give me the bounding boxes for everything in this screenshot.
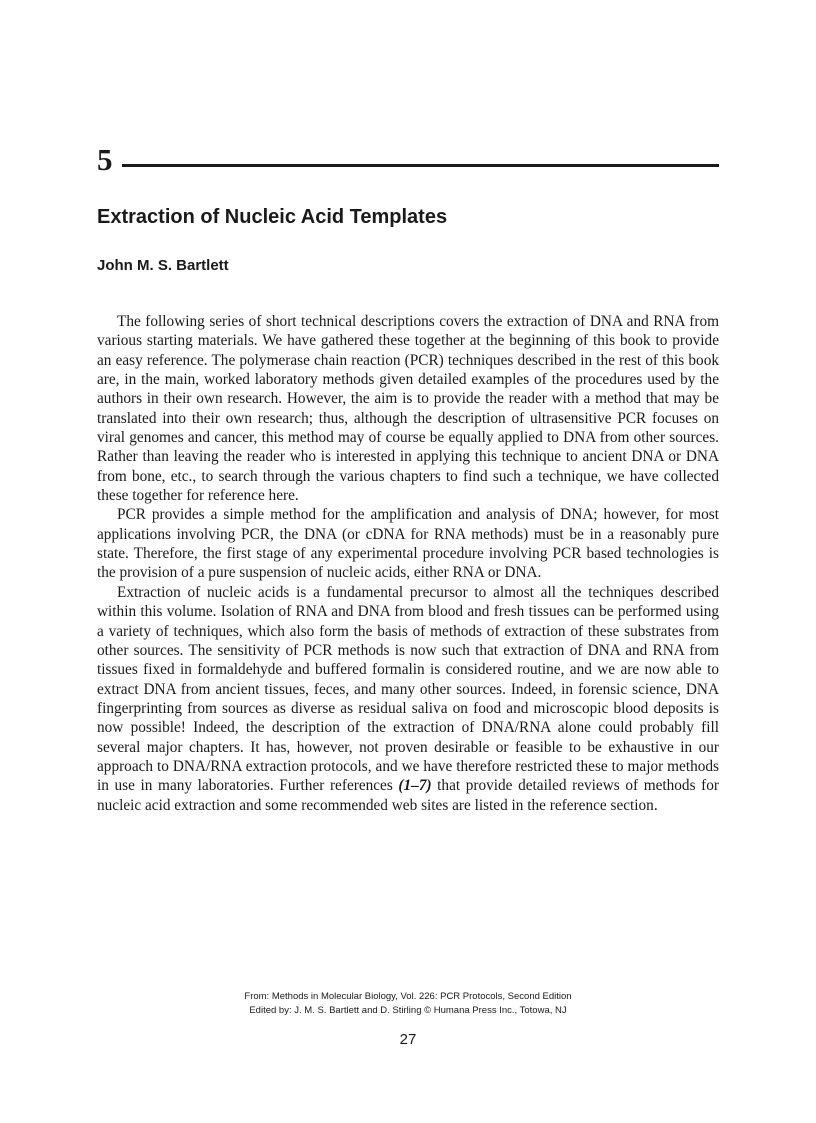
chapter-title: Extraction of Nucleic Acid Templates [97, 206, 448, 228]
paragraph-2: PCR provides a simple method for the amplification and analysis of DNA; however, for most applications involving PCR, the DNA (or cDNA for RNA methods) must be in a reasonably pure state. Therefore, the first stage of any experimental procedure involving PCR based technologies is the provision of a pure suspension of nucleic acids, either RNA or DNA. [97, 506, 719, 582]
reference-citation: (1–7) [398, 777, 432, 795]
paragraph-3-text-b: that provide detailed reviews of methods for nucleic acid extraction and some recommended web sites are listed in the reference section. [97, 777, 719, 814]
footer-note [97, 990, 719, 1018]
paragraph-3 [97, 583, 719, 815]
author-name: John M. S. Bartlett [97, 257, 229, 274]
paragraph-3-text-a: Extraction of nucleic acids is a fundamental precursor to almost all the techniques described within this volume. Isolation of RNA and DNA from blood and fresh tissues can be performed using a variety of techniques, which also form the basis of methods of extraction of these substrates from other sources. The sensitivity of PCR methods is now such that extraction of DNA and RNA from tissues fixed in formaldehyde and buffered formalin is considered routine, and we are now able to extract DNA from ancient tissues, feces, and many other sources. Indeed, in forensic science, DNA fingerprinting from sources as diverse as residual saliva on food and microscopic blood deposits is now possible! Indeed, the description of the extraction of DNA/RNA alone could probably fill several major chapters. It has, however, not proven desirable or feasible to be exhaustive in our approach to DNA/RNA extraction protocols, and we have therefore restricted these to major methods in use in many laboratories. Further references [97, 583, 719, 795]
body-text [97, 312, 719, 815]
edited-line: Edited by: J. M. S. Bartlett and D. Stirling © Humana Press Inc., Totowa, NJ [249, 1005, 567, 1016]
page-number: 27 [399, 1031, 417, 1048]
chapter-rule [122, 164, 719, 167]
source-line: From: Methods in Molecular Biology, Vol. 226: PCR Protocols, Second Edition [244, 991, 572, 1002]
chapter-number: 5 [97, 142, 113, 177]
paragraph-1: The following series of short technical descriptions covers the extraction of DNA and RNA from various starting materials. We have gathered these together at the beginning of this book to provide an easy reference. The polymerase chain reaction (PCR) techniques described in the rest of this book are, in the main, worked laboratory methods given detailed examples of the procedures used by the authors in their own research. However, the aim is to provide the reader with a method that may be translated into their own research; thus, although the description of ultrasensitive PCR focuses on viral genomes and cancer, this method may of course be equally applied to DNA from other sources. Rather than leaving the reader who is interested in applying this technique to ancient DNA or DNA from bone, etc., to search through the various chapters to find such a technique, we have collected these together for reference here. [97, 313, 719, 505]
